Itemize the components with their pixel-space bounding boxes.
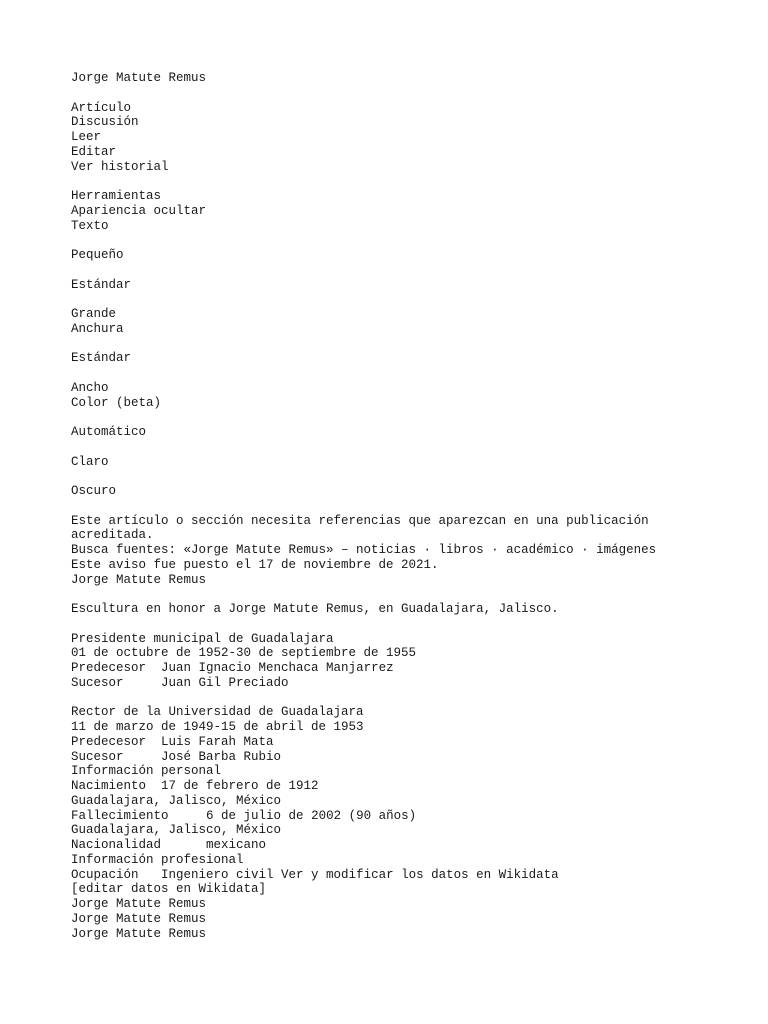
spacer bbox=[71, 587, 761, 602]
office-title-link[interactable]: Rector de la Universidad de Guadalajara bbox=[71, 705, 364, 720]
tab-read[interactable]: Leer bbox=[71, 130, 102, 144]
text-size-standard-option[interactable]: Estándar bbox=[71, 277, 132, 292]
tab-edit[interactable]: Editar bbox=[71, 144, 117, 159]
notice-text: acreditada. bbox=[71, 528, 154, 543]
nationality-label: Nacionalidad bbox=[71, 838, 162, 852]
name-line: Jorge Matute Remus bbox=[71, 897, 207, 911]
predecessor-link[interactable]: Luis Farah Mata bbox=[161, 734, 274, 749]
spacer bbox=[71, 366, 761, 381]
office-term: 01 de octubre de 1952-30 de septiembre de 1955 bbox=[71, 646, 417, 661]
text-size-heading: Texto bbox=[71, 218, 109, 233]
birth-label: Nacimiento bbox=[71, 779, 147, 793]
text-size-small-option[interactable]: Pequeño bbox=[71, 248, 124, 262]
nationality-value: mexicano bbox=[206, 838, 267, 852]
color-auto-option[interactable]: Automático bbox=[71, 425, 147, 439]
predecessor-label: Predecesor bbox=[71, 734, 147, 749]
spacer bbox=[71, 410, 761, 425]
notice-text: Este artículo o sección necesita referencias que aparezcan en una publicación bbox=[71, 513, 649, 528]
spacer bbox=[71, 469, 761, 484]
tab-discussion[interactable]: Discusión bbox=[71, 115, 139, 130]
successor-label: Sucesor bbox=[71, 675, 124, 690]
personal-info-heading: Información personal bbox=[71, 764, 222, 779]
infobox-title: Jorge Matute Remus bbox=[71, 572, 207, 587]
predecessor-label: Predecesor bbox=[71, 661, 147, 675]
successor-link[interactable]: Juan Gil Preciado bbox=[161, 675, 289, 690]
birth-date: 17 de febrero de 1912 bbox=[161, 779, 319, 793]
birth-place-link[interactable]: Guadalajara, Jalisco, México bbox=[71, 793, 282, 808]
spacer bbox=[71, 499, 761, 514]
office-successor-row bbox=[71, 676, 761, 691]
occupation-value[interactable]: Ingeniero civil Ver y modificar los datos en Wikidata bbox=[161, 867, 559, 882]
tools-menu-button[interactable]: Herramientas bbox=[71, 189, 162, 203]
death-place-link[interactable]: Guadalajara, Jalisco, México bbox=[71, 823, 282, 838]
occupation-row bbox=[71, 868, 761, 883]
death-row bbox=[71, 809, 761, 824]
spacer bbox=[71, 263, 761, 278]
width-wide-option[interactable]: Ancho bbox=[71, 380, 109, 395]
successor-label: Sucesor bbox=[71, 749, 124, 764]
name-line: Jorge Matute Remus bbox=[71, 926, 207, 941]
color-dark-option[interactable]: Oscuro bbox=[71, 484, 117, 498]
infobox-image-caption: Escultura en honor a Jorge Matute Remus, en Guadalajara, Jalisco. bbox=[71, 602, 559, 616]
spacer bbox=[71, 337, 761, 352]
professional-info-heading: Información profesional bbox=[71, 852, 244, 867]
notice-date: Este aviso fue puesto el 17 de noviembre de 2021. bbox=[71, 557, 439, 572]
office-predecessor-row bbox=[71, 735, 761, 750]
office-successor-row bbox=[71, 750, 761, 765]
name-line: Jorge Matute Remus bbox=[71, 911, 207, 926]
color-heading: Color (beta) bbox=[71, 395, 162, 410]
tab-article[interactable]: Artículo bbox=[71, 100, 132, 115]
predecessor-link[interactable]: Juan Ignacio Menchaca Manjarrez bbox=[161, 661, 394, 675]
spacer bbox=[71, 86, 761, 101]
spacer bbox=[71, 174, 761, 189]
color-light-option[interactable]: Claro bbox=[71, 454, 109, 469]
width-heading: Anchura bbox=[71, 321, 124, 336]
nationality-row bbox=[71, 838, 761, 853]
spacer bbox=[71, 691, 761, 706]
text-size-large-option[interactable]: Grande bbox=[71, 307, 117, 321]
spacer bbox=[71, 440, 761, 455]
spacer bbox=[71, 617, 761, 632]
edit-wikidata-link[interactable]: [editar datos en Wikidata] bbox=[71, 882, 267, 897]
article-page bbox=[71, 71, 761, 941]
occupation-label: Ocupación bbox=[71, 867, 139, 882]
spacer bbox=[71, 292, 761, 307]
width-standard-option[interactable]: Estándar bbox=[71, 351, 132, 366]
appearance-hide-toggle[interactable]: Apariencia ocultar bbox=[71, 203, 207, 218]
birth-row bbox=[71, 779, 761, 794]
page-title: Jorge Matute Remus bbox=[71, 71, 207, 85]
tab-history[interactable]: Ver historial bbox=[71, 159, 169, 174]
office-predecessor-row bbox=[71, 661, 761, 676]
office-title-link[interactable]: Presidente municipal de Guadalajara bbox=[71, 631, 334, 646]
death-label: Fallecimiento bbox=[71, 808, 169, 823]
successor-link[interactable]: José Barba Rubio bbox=[161, 749, 282, 764]
office-term: 11 de marzo de 1949-15 de abril de 1953 bbox=[71, 720, 364, 734]
death-date: 6 de julio de 2002 (90 años) bbox=[206, 808, 417, 823]
notice-sources-links[interactable]: Busca fuentes: «Jorge Matute Remus» – noticias · libros · académico · imágenes bbox=[71, 543, 657, 557]
spacer bbox=[71, 233, 761, 248]
